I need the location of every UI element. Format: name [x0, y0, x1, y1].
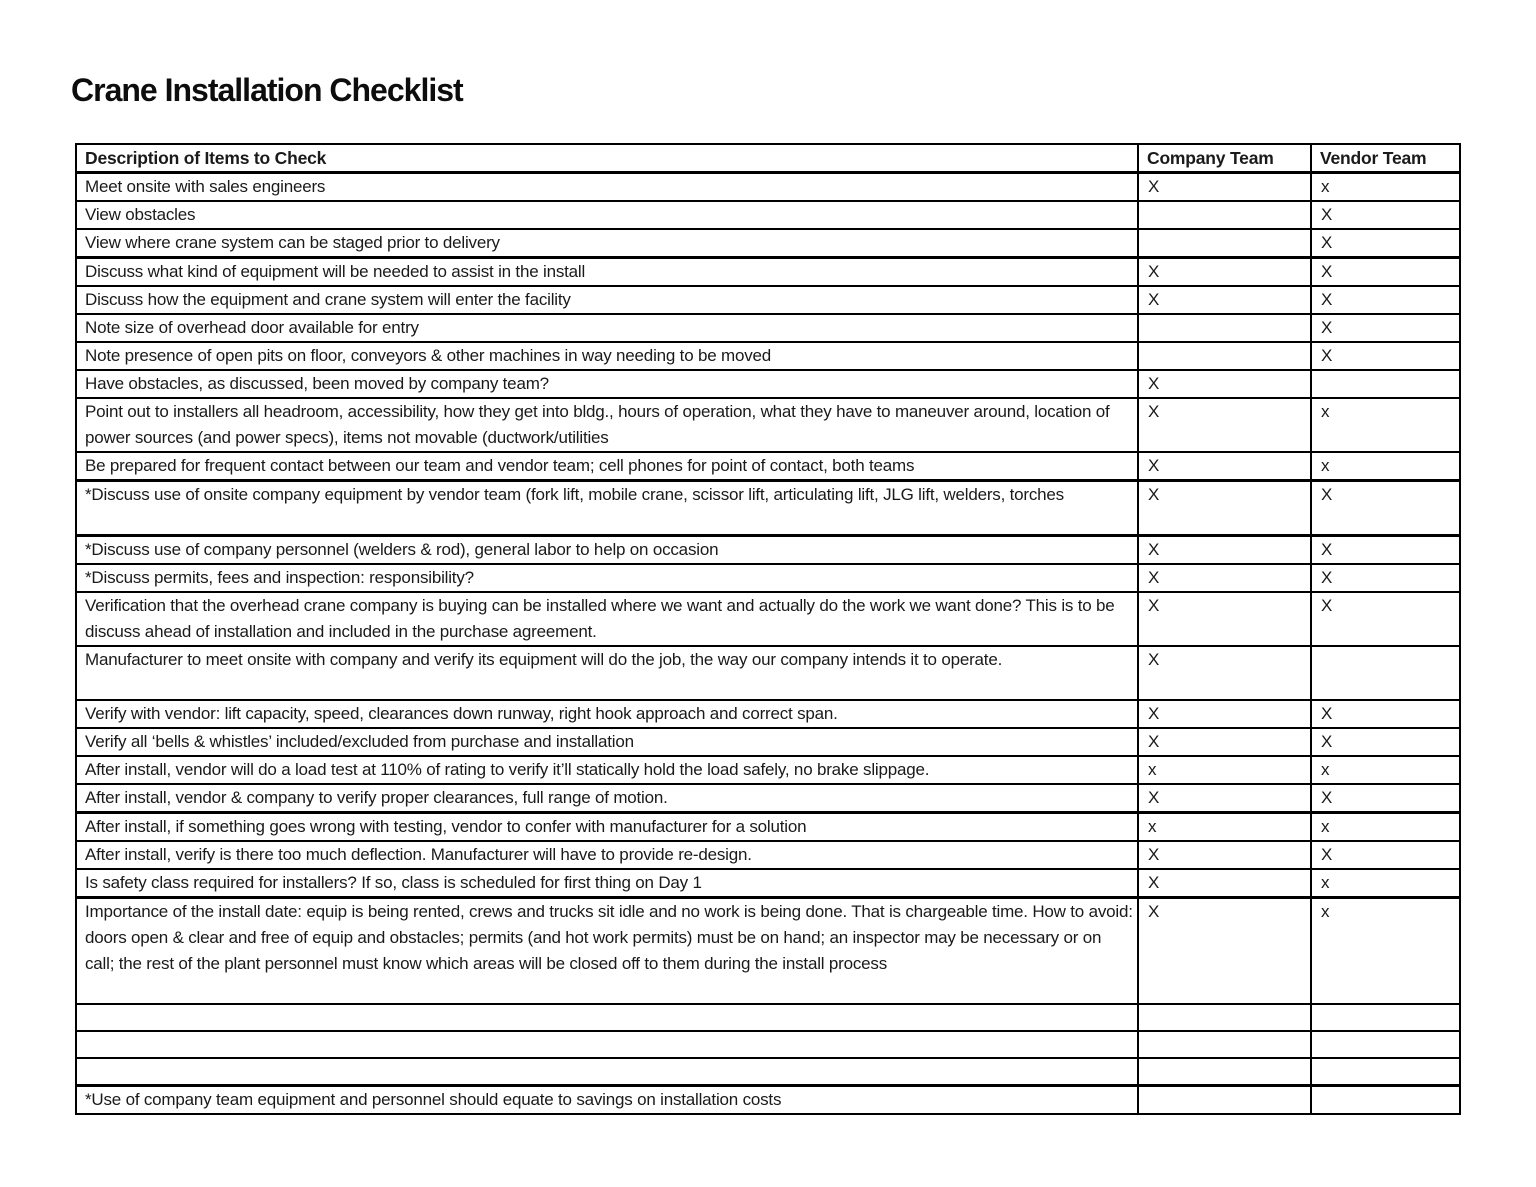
row-description: Point out to installers all headroom, accessibility, how they get into bldg., hours of operation, what they have to maneuver around, location of power sources (and power specs), items not movable (ductwork/utilities [76, 398, 1138, 452]
row-description: *Discuss permits, fees and inspection: responsibility? [76, 564, 1138, 592]
company-team-check: X [1138, 898, 1311, 1005]
vendor-team-check: X [1311, 286, 1460, 314]
row-description: After install, verify is there too much deflection. Manufacturer will have to provide re-design. [76, 841, 1138, 869]
row-description: Verify all ‘bells & whistles’ included/excluded from purchase and installation [76, 728, 1138, 756]
company-team-check: X [1138, 564, 1311, 592]
vendor-team-check [1311, 1058, 1460, 1086]
vendor-team-check: X [1311, 700, 1460, 728]
row-description: Discuss how the equipment and crane system will enter the facility [76, 286, 1138, 314]
vendor-team-check [1311, 1004, 1460, 1031]
company-team-check: X [1138, 592, 1311, 646]
table-row [76, 229, 1460, 258]
vendor-team-check: X [1311, 841, 1460, 869]
vendor-team-check: X [1311, 536, 1460, 565]
row-description: Discuss what kind of equipment will be needed to assist in the install [76, 258, 1138, 287]
row-description [76, 1004, 1138, 1031]
vendor-team-check: X [1311, 481, 1460, 536]
company-team-check: X [1138, 481, 1311, 536]
row-description [76, 1031, 1138, 1058]
row-description: After install, vendor & company to verify proper clearances, full range of motion. [76, 784, 1138, 813]
table-row [76, 452, 1460, 481]
table-row [76, 592, 1460, 646]
table-row [76, 398, 1460, 452]
row-description: Verification that the overhead crane company is buying can be installed where we want and actually do the work we want done? This is to be discuss ahead of installation and included in the purchase agreement. [76, 592, 1138, 646]
vendor-team-check: x [1311, 756, 1460, 784]
vendor-team-check [1311, 1031, 1460, 1058]
row-description: Meet onsite with sales engineers [76, 173, 1138, 202]
row-description [76, 1058, 1138, 1086]
company-team-check: X [1138, 841, 1311, 869]
table-row [76, 1031, 1460, 1058]
row-description: *Discuss use of onsite company equipment by vendor team (fork lift, mobile crane, scissor lift, articulating lift, JLG lift, welders, torches [76, 481, 1138, 536]
vendor-team-check: x [1311, 398, 1460, 452]
company-team-check [1138, 342, 1311, 370]
table-row [76, 646, 1460, 700]
company-team-check: X [1138, 286, 1311, 314]
vendor-team-check [1311, 646, 1460, 700]
vendor-team-check: X [1311, 258, 1460, 287]
vendor-team-check [1311, 370, 1460, 398]
company-team-check: X [1138, 784, 1311, 813]
row-description: Note size of overhead door available for entry [76, 314, 1138, 342]
row-description: After install, if something goes wrong with testing, vendor to confer with manufacturer for a solution [76, 813, 1138, 842]
company-team-check [1138, 314, 1311, 342]
vendor-team-check: x [1311, 869, 1460, 898]
table-row [76, 536, 1460, 565]
row-description: Verify with vendor: lift capacity, speed, clearances down runway, right hook approach and correct span. [76, 700, 1138, 728]
vendor-team-check: X [1311, 314, 1460, 342]
company-team-check: X [1138, 173, 1311, 202]
row-description: Note presence of open pits on floor, conveyors & other machines in way needing to be moved [76, 342, 1138, 370]
table-row [76, 201, 1460, 229]
table-row [76, 728, 1460, 756]
row-description: Importance of the install date: equip is being rented, crews and trucks sit idle and no work is being done. That is chargeable time. How to avoid: doors open & clear and free of equip and obstacles; permits (and hot work permits) must be on hand; an inspector may be necessary or on call; the rest of the plant personnel must know which areas will be closed off to them during the install process [76, 898, 1138, 1005]
vendor-team-check: X [1311, 201, 1460, 229]
table-row [76, 342, 1460, 370]
table-row [76, 898, 1460, 1005]
table-row [76, 258, 1460, 287]
vendor-team-check: X [1311, 564, 1460, 592]
table-row [76, 700, 1460, 728]
company-team-check: x [1138, 813, 1311, 842]
checklist-table [75, 143, 1461, 1115]
company-team-check: X [1138, 452, 1311, 481]
company-team-check: X [1138, 398, 1311, 452]
company-team-check [1138, 1058, 1311, 1086]
row-description: View where crane system can be staged prior to delivery [76, 229, 1138, 258]
vendor-team-check: x [1311, 898, 1460, 1005]
vendor-team-check: X [1311, 728, 1460, 756]
company-team-check [1138, 1086, 1311, 1115]
company-team-check [1138, 229, 1311, 258]
vendor-team-check: X [1311, 342, 1460, 370]
company-team-check [1138, 1004, 1311, 1031]
vendor-team-check [1311, 1086, 1460, 1115]
row-description: *Use of company team equipment and personnel should equate to savings on installation costs [76, 1086, 1138, 1115]
row-description: Is safety class required for installers? If so, class is scheduled for first thing on Day 1 [76, 869, 1138, 898]
company-team-check: X [1138, 700, 1311, 728]
company-team-check [1138, 201, 1311, 229]
table-row [76, 841, 1460, 869]
row-description: After install, vendor will do a load test at 110% of rating to verify it’ll statically hold the load safely, no brake slippage. [76, 756, 1138, 784]
company-team-check [1138, 1031, 1311, 1058]
vendor-team-check: X [1311, 784, 1460, 813]
vendor-team-check: x [1311, 452, 1460, 481]
row-description: View obstacles [76, 201, 1138, 229]
company-team-check: X [1138, 536, 1311, 565]
company-team-check: X [1138, 646, 1311, 700]
table-row [76, 869, 1460, 898]
table-row [76, 784, 1460, 813]
vendor-team-check: X [1311, 229, 1460, 258]
company-team-check: X [1138, 869, 1311, 898]
table-row [76, 1058, 1460, 1086]
table-row [76, 286, 1460, 314]
table-row [76, 756, 1460, 784]
vendor-team-check: X [1311, 592, 1460, 646]
table-row [76, 1086, 1460, 1115]
row-description: Have obstacles, as discussed, been moved by company team? [76, 370, 1138, 398]
company-team-check: X [1138, 258, 1311, 287]
row-description: Manufacturer to meet onsite with company and verify its equipment will do the job, the way our company intends it to operate. [76, 646, 1138, 700]
table-row [76, 1004, 1460, 1031]
company-team-check: x [1138, 756, 1311, 784]
table-row [76, 173, 1460, 202]
table-row [76, 481, 1460, 536]
vendor-team-check: x [1311, 813, 1460, 842]
header-row [76, 144, 1460, 173]
table-row [76, 564, 1460, 592]
table-row [76, 813, 1460, 842]
company-team-check: X [1138, 728, 1311, 756]
vendor-team-check: x [1311, 173, 1460, 202]
column-header-company-team: Company Team [1138, 144, 1311, 173]
row-description: *Discuss use of company personnel (welders & rod), general labor to help on occasion [76, 536, 1138, 565]
page-title: Crane Installation Checklist [71, 72, 463, 108]
table-row [76, 314, 1460, 342]
company-team-check: X [1138, 370, 1311, 398]
table-row [76, 370, 1460, 398]
row-description: Be prepared for frequent contact between our team and vendor team; cell phones for point of contact, both teams [76, 452, 1138, 481]
column-header-vendor-team: Vendor Team [1311, 144, 1460, 173]
column-header-description: Description of Items to Check [76, 144, 1138, 173]
